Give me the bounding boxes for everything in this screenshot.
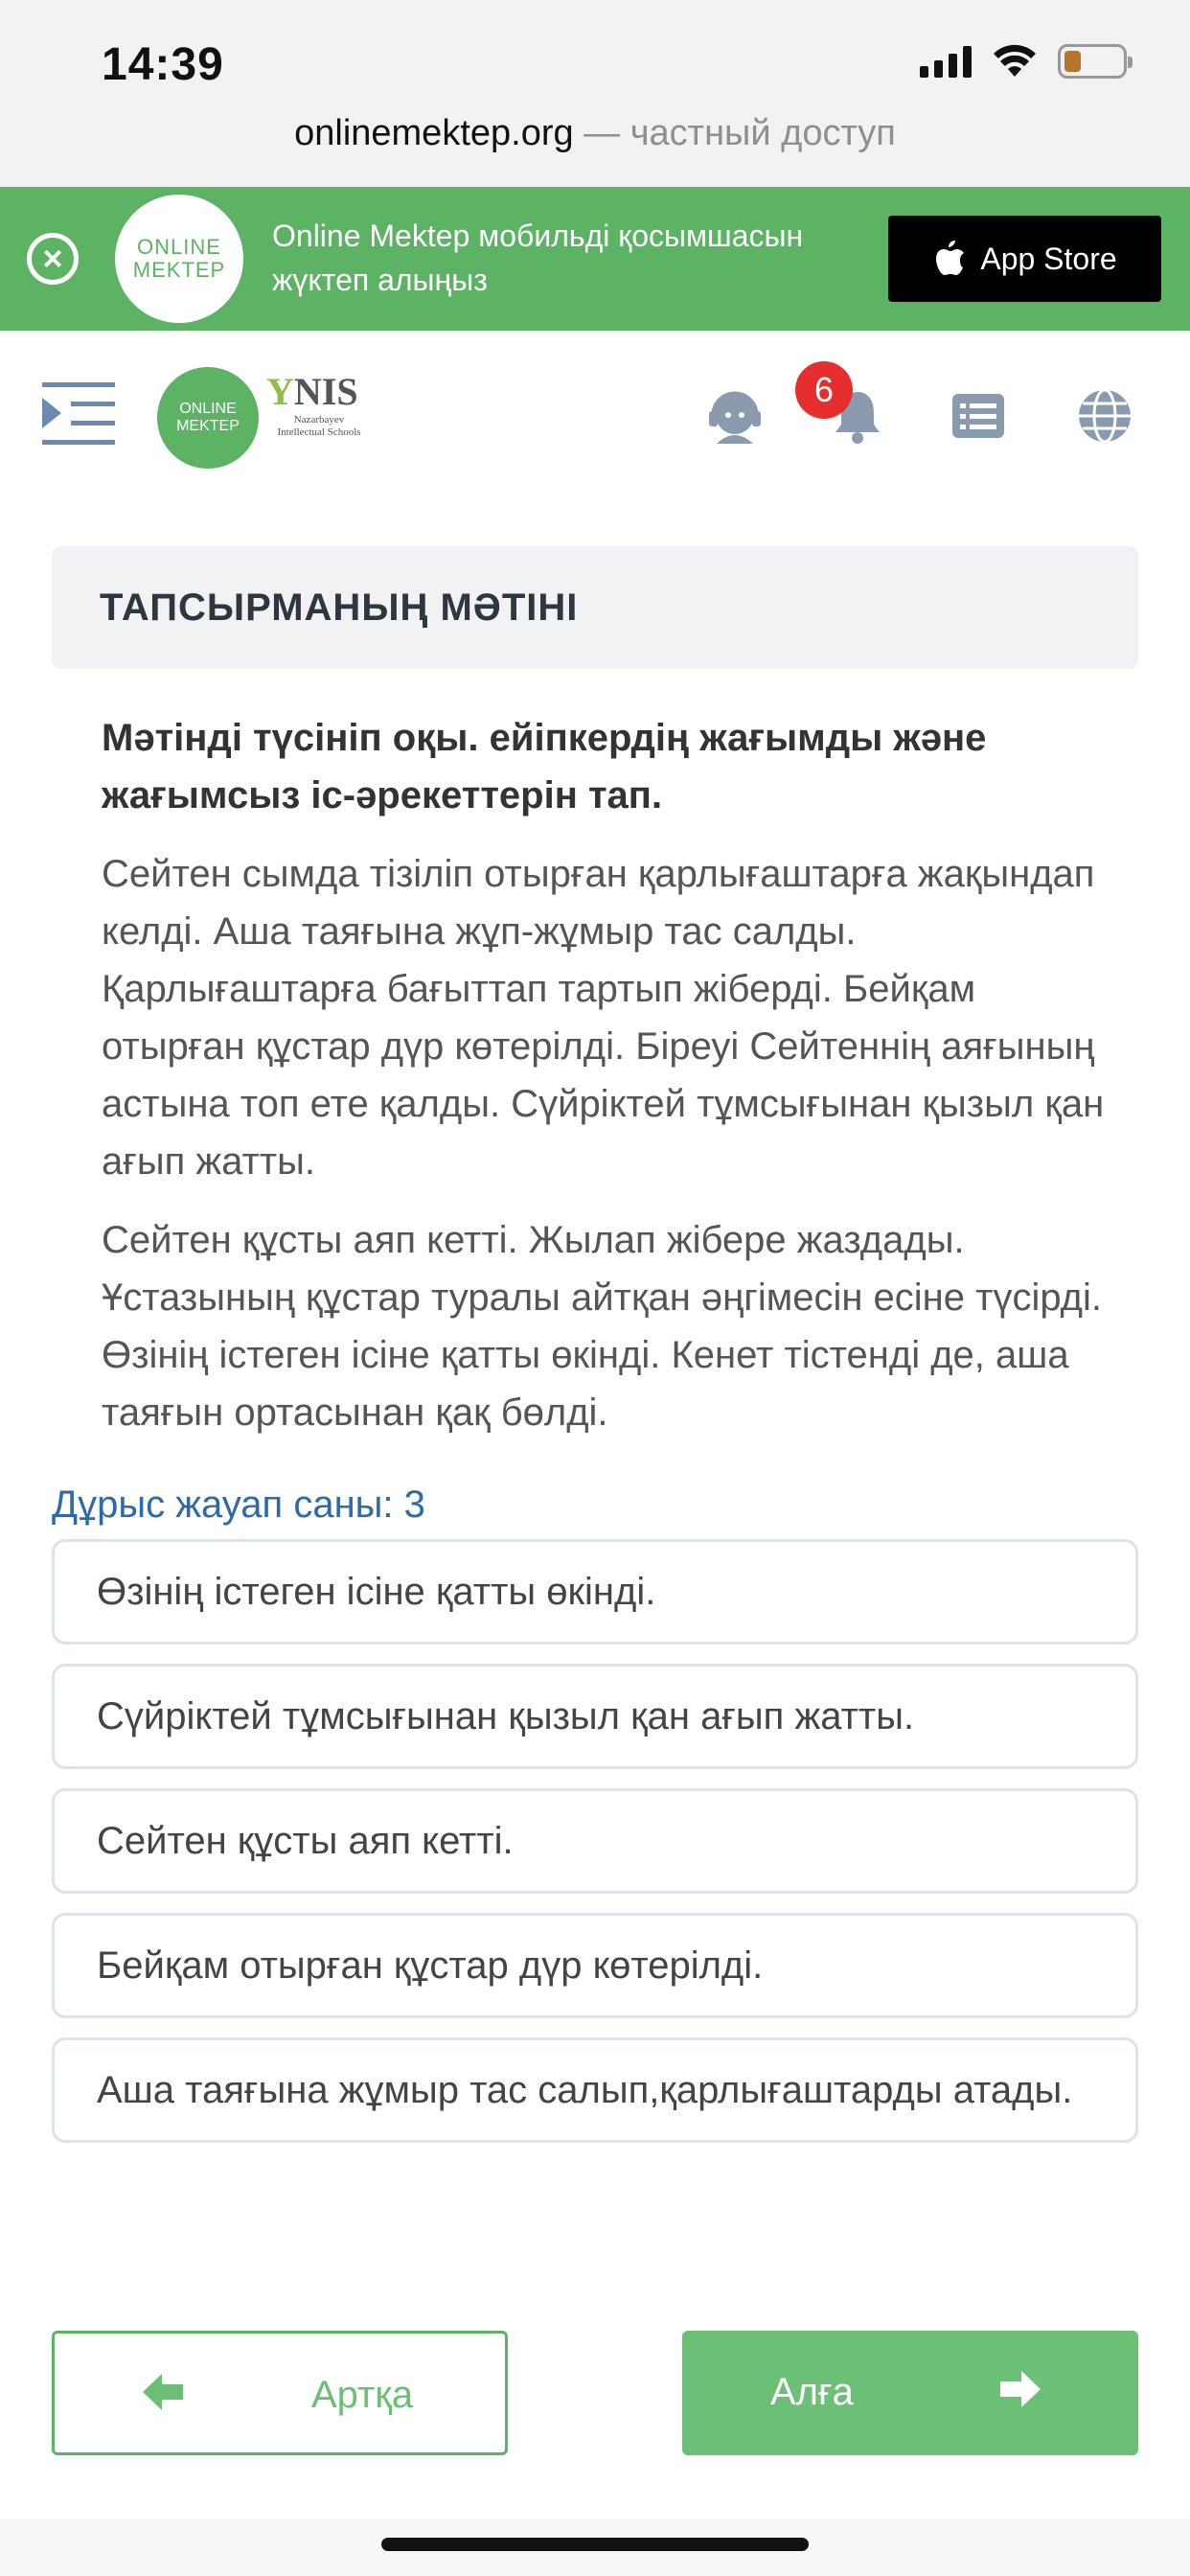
app-store-label: App Store: [980, 241, 1117, 276]
next-button[interactable]: [682, 2331, 1138, 2455]
nis-subtitle: Nazarbayev Intellectual Schools: [277, 414, 361, 438]
answer-option[interactable]: Сейтен құсты аяп кетті.: [52, 1788, 1138, 1894]
correct-answer-count: Дұрыс жауап саны: 3: [52, 1484, 425, 1526]
nav-logo-line1: ONLINE: [179, 401, 237, 417]
app-banner: [0, 187, 1190, 331]
battery-level: [1064, 51, 1081, 72]
task-header-title: ТАПСЫРМАНЫҢ МӘТІНІ: [100, 586, 579, 629]
close-icon[interactable]: ×: [27, 233, 79, 285]
address-bar[interactable]: [0, 113, 1190, 154]
apple-icon: [932, 239, 967, 279]
banner-logo-line2: MEKTEP: [132, 258, 226, 282]
home-bar: [0, 2518, 1190, 2576]
answer-option[interactable]: Сүйріктей тұмсығынан қызыл қан ағып жатты.: [52, 1664, 1138, 1769]
status-bar: [0, 0, 1190, 187]
status-icons: [920, 44, 1127, 79]
task-header: [52, 546, 1138, 669]
answer-option[interactable]: Аша таяғына жұмыр тас салып,қарлығаштарды атады.: [52, 2037, 1138, 2143]
status-time: 14:39: [102, 39, 224, 90]
answer-list: [52, 1539, 1138, 2162]
banner-text: Online Mektep мобильді қосымшасын жүктеп алыңыз: [272, 218, 804, 297]
task-paragraph: Сейтен сымда тізіліп отырған қарлығаштарға жақындап келді. Аша таяғына жұп-жұмыр тас салды. Қарлығаштарға бағыттап тартып жіберді. Бейқам отырған құстар дүр көтерілді. Біреуі Сейтеннің аяғының астына топ ете қалды. Сүйріктей тұмсығынан қызыл қан ағып жатты.: [102, 853, 1105, 1183]
task-instruction: Мәтінді түсініп оқы. ейіпкердің жағымды және жағымсыз іс-әрекеттерін тап.: [102, 717, 987, 816]
support-icon[interactable]: [705, 386, 765, 446]
url-domain: onlinemektep.org: [294, 113, 574, 153]
back-button[interactable]: [52, 2331, 508, 2455]
wifi-icon: [993, 44, 1037, 79]
nav-logo-line2: MEKTEP: [176, 418, 240, 434]
home-indicator[interactable]: [381, 2538, 809, 2551]
task-body: [102, 709, 1108, 1462]
url-access-note: — частный доступ: [573, 113, 896, 153]
nis-logo: [266, 369, 362, 472]
banner-logo-line1: ONLINE: [137, 235, 221, 259]
task-paragraph: Сейтен құсты аяп кетті. Жылап жібере жаздады. Ұстазының құстар туралы айтқан әңгімесін есіне түсірді. Өзінің істеген ісіне қатты өкінді. Кенет тістенді де, аша таяғын ортасынан қақ бөлді.: [102, 1219, 1103, 1434]
app-store-button[interactable]: [888, 216, 1161, 302]
answer-option[interactable]: Бейқам отырған құстар дүр көтерілді.: [52, 1913, 1138, 2018]
nis-mark-text: NIS: [293, 370, 358, 413]
menu-icon[interactable]: [42, 380, 115, 448]
notification-badge: 6: [795, 361, 853, 419]
online-mektep-logo[interactable]: [157, 367, 259, 469]
cellular-signal-icon: [920, 45, 972, 78]
list-icon[interactable]: [949, 386, 1008, 446]
banner-logo: [115, 195, 243, 323]
nis-mark: YNIS: [266, 370, 358, 413]
arrow-right-icon: [998, 2367, 1042, 2411]
globe-icon[interactable]: [1075, 386, 1134, 446]
battery-icon: [1058, 44, 1127, 79]
arrow-left-icon: [141, 2370, 185, 2414]
site-header: [0, 331, 1190, 494]
back-button-label: Артқа: [311, 2374, 414, 2416]
answer-option[interactable]: Өзінің істеген ісіне қатты өкінді.: [52, 1539, 1138, 1644]
next-button-label: Алға: [770, 2371, 854, 2413]
